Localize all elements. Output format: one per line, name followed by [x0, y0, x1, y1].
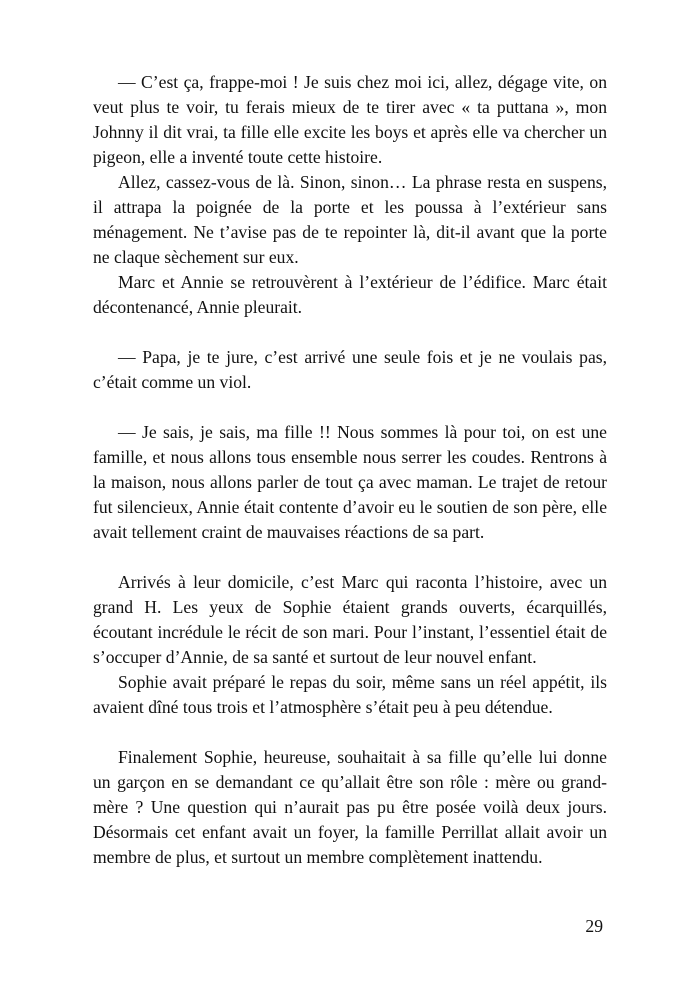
page-number: 29	[585, 916, 603, 936]
paragraph: Finalement Sophie, heureuse, souhaitait à sa fille qu’elle lui donne un garçon en se demandant ce qu’allait être son rôle : mère ou grand-mère ? Une question qui n’aurait pas pu être posée voilà deux jours. Désormais cet enfant avait un foyer, la famille Perrillat allait avoir un membre de plus, et surtout un membre complètement inattendu.	[93, 747, 607, 867]
paragraph: Marc et Annie se retrouvèrent à l’extérieur de l’édifice. Marc était décontenancé, Annie pleurait.	[93, 272, 607, 317]
paragraph: Sophie avait préparé le repas du soir, même sans un réel appétit, ils avaient dîné tous trois et l’atmosphère s’était peu à peu détendue.	[93, 672, 607, 717]
paragraph: — Papa, je te jure, c’est arrivé une seule fois et je ne voulais pas, c’était comme un viol.	[93, 347, 607, 392]
paragraph: Allez, cassez-vous de là. Sinon, sinon… La phrase resta en suspens, il attrapa la poignée de la porte et les poussa à l’extérieur sans ménagement. Ne t’avise pas de te repointer là, dit-il avant que la porte ne claque sèchement sur eux.	[93, 172, 607, 267]
paragraph: — Je sais, je sais, ma fille !! Nous sommes là pour toi, on est une famille, et nous allons tous ensemble nous serrer les coudes. Rentrons à la maison, nous allons parler de tout ça avec maman. Le trajet de retour fut silencieux, Annie était contente d’avoir eu le soutien de son père, elle avait tellement craint de mauvaises réactions de sa part.	[93, 422, 607, 542]
paragraph: — C’est ça, frappe-moi ! Je suis chez moi ici, allez, dégage vite, on veut plus te voir, tu ferais mieux de te tirer avec « ta puttana », mon Johnny il dit vrai, ta fille elle excite les boys et après elle va chercher un pigeon, elle a inventé toute cette histoire.	[93, 72, 607, 167]
paragraph: Arrivés à leur domicile, c’est Marc qui raconta l’histoire, avec un grand H. Les yeux de Sophie étaient grands ouverts, écarquillés, écoutant incrédule le récit de son mari. Pour l’instant, l’essentiel était de s’occuper d’Annie, de sa santé et surtout de leur nouvel enfant.	[93, 572, 607, 667]
body-text	[93, 70, 607, 870]
